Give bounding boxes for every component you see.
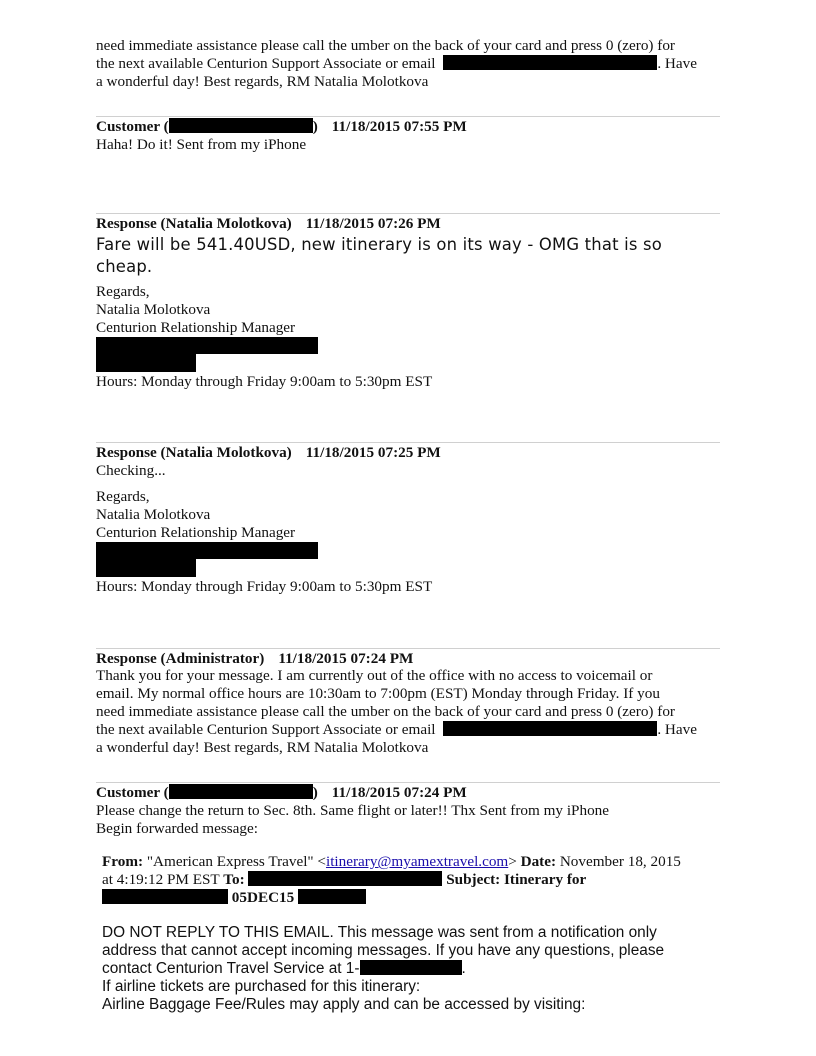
entry-header: Customer ( ) 11/18/2015 07:24 PM xyxy=(96,784,467,801)
message-line: a wonderful day! Best regards, RM Natalia Molotkova xyxy=(96,73,429,90)
redaction-bar xyxy=(96,354,196,372)
entry-header: Customer ( ) 11/18/2015 07:55 PM xyxy=(96,118,467,135)
signature-hours: Hours: Monday through Friday 9:00am to 5:30pm EST xyxy=(96,373,433,390)
message-line: need immediate assistance please call the umber on the back of your card and press 0 (zero) for xyxy=(96,37,675,54)
redaction-bar xyxy=(298,889,366,904)
subject-label: Subject: Itinerary for xyxy=(446,871,587,888)
entry-author: Response (Natalia Molotkova) xyxy=(96,444,292,461)
entry-divider xyxy=(96,782,720,783)
signature-title: Centurion Relationship Manager xyxy=(96,524,296,541)
message-line: Thank you for your message. I am currently out of the office with no access to voicemail or xyxy=(96,667,653,684)
entry-body: Please change the return to Sec. 8th. Same flight or later!! Thx Sent from my iPhone xyxy=(96,802,610,819)
from-label: From: xyxy=(102,853,144,870)
redaction-bar xyxy=(169,784,313,799)
redaction-bar xyxy=(96,337,318,354)
redaction-bar xyxy=(96,542,318,559)
entry-body: Fare will be 541.40USD, new itinerary is on its way - OMG that is so cheap. xyxy=(96,235,662,276)
entry-author: Response (Administrator) xyxy=(96,650,265,667)
signature-title: Centurion Relationship Manager xyxy=(96,319,296,336)
redaction-bar xyxy=(360,960,462,975)
entry-timestamp: 11/18/2015 07:24 PM xyxy=(331,784,467,801)
notice-line: address that cannot accept incoming messages. If you have any questions, please xyxy=(102,942,665,959)
redaction-bar xyxy=(169,118,313,133)
message-line: a wonderful day! Best regards, RM Natalia Molotkova xyxy=(96,739,429,756)
signature-name: Natalia Molotkova xyxy=(96,301,211,318)
date-label: Date: xyxy=(520,853,557,870)
entry-header xyxy=(96,444,441,462)
redaction-bar xyxy=(96,559,196,577)
signature-hours: Hours: Monday through Friday 9:00am to 5:30pm EST xyxy=(96,578,433,595)
entry-timestamp: 11/18/2015 07:25 PM xyxy=(305,444,441,461)
forwarded-header xyxy=(102,889,722,908)
entry-divider xyxy=(96,648,720,649)
redaction-bar xyxy=(248,871,442,886)
notice-line: Airline Baggage Fee/Rules may apply and can be accessed by visiting: xyxy=(102,996,586,1013)
entry-header xyxy=(96,215,441,233)
forwarded-header: at 4:19:12 PM EST To: Subject: Itinerary for xyxy=(102,871,587,888)
message-line: email. My normal office hours are 10:30am to 7:00pm (EST) Monday through Friday. If you xyxy=(96,685,660,702)
entry-divider xyxy=(96,116,720,117)
redaction-bar xyxy=(443,721,657,736)
message-line: the next available Centurion Support Associate or email . Have xyxy=(96,721,697,738)
signature-regards: Regards, xyxy=(96,488,150,505)
to-label: To: xyxy=(223,871,245,888)
entry-divider xyxy=(96,213,720,214)
message-line: the next available Centurion Support Associate or email . Have xyxy=(96,55,697,72)
message-line: need immediate assistance please call the umber on the back of your card and press 0 (zero) for xyxy=(96,703,675,720)
entry-body: Haha! Do it! Sent from my iPhone xyxy=(96,136,307,153)
entry-divider xyxy=(96,442,720,443)
entry-header xyxy=(96,650,413,668)
notice-line: If airline tickets are purchased for this itinerary: xyxy=(102,978,421,995)
entry-body: Checking... xyxy=(96,462,166,479)
forwarded-header: From: "American Express Travel" <itinerary@myamextravel.com> Date: November 18, 2015 xyxy=(102,853,681,870)
signature-name: Natalia Molotkova xyxy=(96,506,211,523)
subject-code: 05DEC15 xyxy=(231,889,295,906)
notice-line: DO NOT REPLY TO THIS EMAIL. This message was sent from a notification only xyxy=(102,924,657,941)
entry-author: Response (Natalia Molotkova) xyxy=(96,215,292,232)
forward-label: Begin forwarded message: xyxy=(96,820,258,837)
notice-line: contact Centurion Travel Service at 1- . xyxy=(102,960,466,977)
signature-regards: Regards, xyxy=(96,283,150,300)
redaction-bar xyxy=(102,889,228,904)
email-link[interactable]: itinerary@myamextravel.com xyxy=(325,853,509,870)
entry-timestamp: 11/18/2015 07:26 PM xyxy=(305,215,441,232)
entry-timestamp: 11/18/2015 07:55 PM xyxy=(331,118,467,135)
redaction-bar xyxy=(443,55,657,70)
entry-timestamp: 11/18/2015 07:24 PM xyxy=(278,650,414,667)
